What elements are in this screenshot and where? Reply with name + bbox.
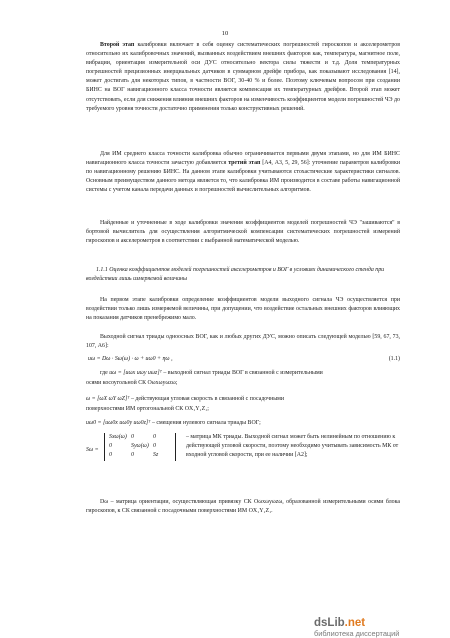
matrix-cell: Syω(ω)	[131, 443, 149, 450]
matrix-cell: 0	[153, 443, 156, 450]
page-number: 10	[221, 30, 229, 37]
scale-factor-matrix	[104, 433, 176, 461]
vector-u0-description: – смещения нулевого сигнала триады ВОГ;	[151, 420, 261, 426]
vector-w-description-cont: поверхностями ИМ ортогональной СК OX₁Y₁Z₁;	[86, 406, 209, 412]
vector-w-line	[86, 395, 400, 404]
watermark-caption: библиотека диссертаций	[314, 629, 400, 638]
vector-u-description-cont: осями косоугольной СК Oωxωyωzω;	[86, 380, 178, 386]
paragraph-first-stage: На первом этапе калибровки определение коэффициентов модели выходного сигнала ЧЭ осуществляется при воздействии только лишь измеряемой величины, при допущении, что воздействие остальных внешних факторов влияющих на показания датчиков пренебрежимо мало.	[86, 297, 400, 322]
formula-number: (1.1)	[388, 356, 400, 362]
watermark-logo: dsLib.net	[314, 617, 366, 629]
where-label: где	[100, 370, 108, 376]
matrix-cell: 0	[131, 452, 134, 459]
vector-u-line-cont	[86, 379, 400, 388]
matrix-cell: Sz	[153, 452, 159, 459]
paragraph-orientation-matrix: Dω – матрица ориентации, осуществляющая привязку СК Oωxωyωzω, образованной измерительными осями блока гироскопов, к СК связанной с посадочными поверхностями ИМ OX₁Y₁Z₁.	[86, 499, 400, 515]
matrix-cell: Sxω(ω)	[109, 434, 127, 440]
matrix-cell: 0	[131, 434, 134, 440]
matrix-cell: 0	[109, 443, 112, 450]
watermark	[314, 617, 444, 638]
matrix-description: – матрица МК триады. Выходной сигнал может быть нелинейным по отношению к действующей угловой скорости, поэтому необходимо учитывать зависимость МК от входной угловой скорости, при ее наличии [А2];	[186, 434, 399, 459]
vector-u0: uω0 = [uω0x uω0y uω0z]ᵀ	[86, 420, 151, 426]
vector-u-line	[86, 369, 400, 378]
matrix-row	[109, 451, 171, 460]
vector-u-description: – выходной сигнал триады ВОГ в связанной с измерительными	[163, 370, 323, 376]
formula-main	[86, 355, 400, 364]
paragraph-second-stage	[86, 41, 400, 114]
third-stage-text-before: Для ИМ среднего класса точности калибровка обычно ограничивается первыми двумя этапами, но для ИМ БИНС навигационного класса точности зачастую добавляется	[86, 151, 400, 167]
paragraph-model-intro: Выходной сигнал триады одноосных ВОГ, как и любых других ДУС, можно описать следующей моделью [59, 67, 73, 107, А6]:	[86, 334, 400, 350]
vector-w-description: – действующая угловая скорость в связанной с посадочными	[131, 396, 285, 402]
vector-w-line-cont	[86, 405, 400, 414]
formula-expression: uω = Dω · Sω(ω) · ω + uω0 + ηω ,	[88, 356, 173, 362]
third-stage-lead: третий этап	[228, 160, 261, 167]
matrix-row	[109, 442, 171, 451]
vector-u: uω = [uωx uωy uωz]ᵀ	[109, 370, 162, 376]
paragraph-third-stage	[86, 150, 400, 195]
matrix-cell: 0	[109, 452, 112, 459]
matrix-cell: 0	[153, 434, 156, 440]
vector-u0-line	[86, 419, 400, 428]
section-heading: 1.1.1 Оценка коэффициентов моделей погрешностей акселерометров и ВОГ в условиях динамического стенда при воздействии лишь измеряемой величины	[86, 267, 385, 283]
third-stage-text-after: [А4, А3, 5, 29, 56]: уточнение параметров калибровки по навигационному решению БИНС. На данном этапе калибровки учитываются стохастические характеристики сигналов. Основным преимуществом данного метода является то, что калибровка ИМ производится в составе работы навигационной системы с учетом канала передачи данных и погрешностей вычислительных алгоритмов.	[86, 160, 400, 194]
second-stage-lead: Второй этап	[100, 42, 135, 48]
matrix-row	[109, 433, 171, 442]
paragraph-coefficients: Найденные и уточненные в ходе калибровки значения коэффициентов моделей погрешностей ЧЭ "зашиваются" в бортовой вычислитель для осуществления алгоритмической компенсации систематических погрешностей измерений гироскопов и акселерометров в соответствии с выбранной математической моделью.	[86, 220, 400, 245]
second-stage-text: калибровки включает в себя оценку систематических погрешностей гироскопов и акселерометров относительно их калибровочных значений, вызванных воздействием внешних факторов как, температура, магнитное поле, вибрации, ориентация измерительной оси ДУС относительно вектора силы тяжести и т.д. Доля температурных погрешностей прецизионных инерциальных датчиков в суммарном дрейфе прибора, как показывают исследования [14], может достигать для некоторых типов, в частности ВОГ, 30-40 % и более. Поэтому ключевым вопросом при создании БИНС на ВОГ навигационного класса точности является компенсация их температурных дрейфов. Второй этап может отсутствовать, если для снижения влияния внешних факторов на изменчивость коэффициентов модели погрешностей ЧЭ до требуемого уровня точности достаточно применения только конструктивных решений.	[86, 42, 400, 112]
matrix-label: Sω =	[86, 447, 99, 453]
vector-w: ω = [ωX ωY ωZ]ᵀ	[86, 396, 130, 402]
